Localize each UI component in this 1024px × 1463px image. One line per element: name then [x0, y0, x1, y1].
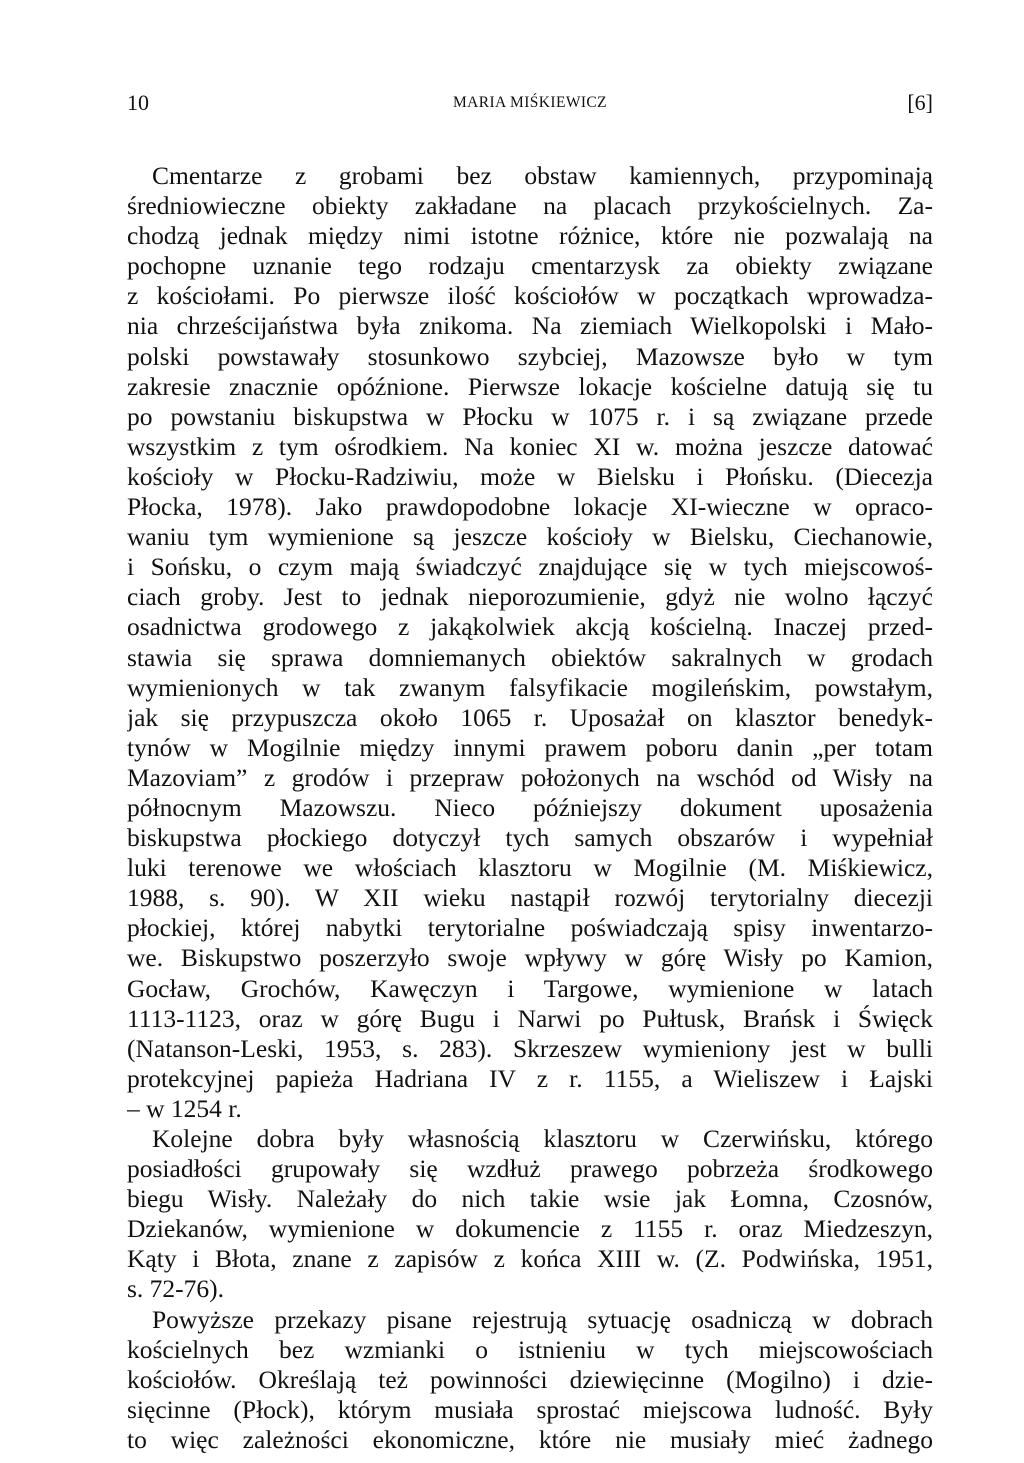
- text-line: kościoły w Płocku-Radziwiu, może w Bielsku i Płońsku. (Diecezja: [127, 461, 933, 491]
- text-line: zakresie znacznie opóźnione. Pierwsze lokacje kościelne datują się tu: [127, 371, 933, 401]
- text-line: sięcinne (Płock), którym musiała sprostać miejscowa ludność. Były: [127, 1394, 933, 1424]
- text-line: średniowieczne obiekty zakładane na placach przykościelnych. Za-: [127, 191, 933, 221]
- text-line: polski powstawały stosunkowo szybciej, Mazowsze było w tym: [127, 341, 933, 371]
- running-header: [127, 88, 933, 118]
- text-line: posiadłości grupowały się wzdłuż prawego pobrzeża środkowego: [127, 1154, 933, 1184]
- text-line: Kąty i Błota, znane z zapisów z końca XIII w. (Z. Podwińska, 1951,: [127, 1244, 933, 1274]
- text-line: stawia się sprawa domniemanych obiektów sakralnych w grodach: [127, 642, 933, 672]
- text-line: 1113-1123, oraz w górę Bugu i Narwi po Pułtusk, Brańsk i Święck: [127, 1003, 933, 1033]
- text-line: (Natanson-Leski, 1953, s. 283). Skrzeszew wymieniony jest w bulli: [127, 1033, 933, 1063]
- text-line: Kolejne dobra były własnością klasztoru w Czerwińsku, którego: [152, 1124, 933, 1153]
- text-line: s. 72-76).: [127, 1274, 225, 1304]
- text-line: ciach groby. Jest to jednak nieporozumienie, gdyż nie wolno łączyć: [127, 582, 933, 612]
- text-line: luki terenowe we włościach klasztoru w Mogilnie (M. Miśkiewicz,: [127, 853, 933, 883]
- text-line: północnym Mazowszu. Nieco późniejszy dokument uposażenia: [127, 792, 933, 822]
- text-line: Płocka, 1978). Jako prawdopodobne lokacje XI-wieczne w opraco-: [127, 492, 933, 522]
- text-line: chodzą jednak między nimi istotne różnice, które nie pozwalają na: [127, 221, 933, 251]
- text-line: Mazoviam” z grodów i przepraw położonych na wschód od Wisły na: [127, 762, 933, 792]
- text-line: biegu Wisły. Należały do nich takie wsie jak Łomna, Czosnów,: [127, 1184, 933, 1214]
- text-line: kościelnych bez wzmianki o istnieniu w tych miejscowościach: [127, 1334, 933, 1364]
- text-line: we. Biskupstwo poszerzyło swoje wpływy w górę Wisły po Kamion,: [127, 943, 933, 973]
- text-line: wymienionych w tak zwanym falsyfikacie mogileńskim, powstałym,: [127, 672, 933, 702]
- body-text: [127, 161, 933, 1455]
- section-number: [6]: [907, 90, 933, 115]
- text-line: po powstaniu biskupstwa w Płocku w 1075 r. i są związane przede: [127, 401, 933, 431]
- text-line: z kościołami. Po pierwsze ilość kościołów w początkach wprowadza-: [127, 281, 933, 311]
- text-line: pochopne uznanie tego rodzaju cmentarzysk za obiekty związane: [127, 251, 933, 281]
- text-line: tynów w Mogilnie między innymi prawem poboru danin „per totam: [127, 732, 933, 762]
- page-number: 10: [127, 90, 149, 115]
- text-line: biskupstwa płockiego dotyczył tych samych obszarów i wypełniał: [127, 823, 933, 853]
- text-line: 1988, s. 90). W XII wieku nastąpił rozwój terytorialny diecezji: [127, 883, 933, 913]
- text-line: Dziekanów, wymienione w dokumencie z 1155 r. oraz Miedzeszyn,: [127, 1214, 933, 1244]
- text-line: płockiej, której nabytki terytorialne poświadczają spisy inwentarzo-: [127, 913, 933, 943]
- text-line: waniu tym wymienione są jeszcze kościoły w Bielsku, Ciechanowie,: [127, 522, 933, 552]
- text-line: kościołów. Określają też powinności dziewięcinne (Mogilno) i dzie-: [127, 1364, 933, 1394]
- text-line: – w 1254 r.: [127, 1093, 242, 1123]
- text-line: i Sońsku, o czym mają świadczyć znajdujące się w tych miejscowoś-: [127, 552, 933, 582]
- text-line: jak się przypuszcza około 1065 r. Uposażał on klasztor benedyk-: [127, 702, 933, 732]
- header-author: MARIA MIŚKIEWICZ: [452, 94, 608, 111]
- text-line: to więc zależności ekonomiczne, które nie musiały mieć żadnego: [127, 1424, 933, 1454]
- text-line: Gocław, Grochów, Kawęczyn i Targowe, wymienione w latach: [127, 973, 933, 1003]
- text-line: Powyższe przekazy pisane rejestrują sytuację osadniczą w dobrach: [152, 1304, 933, 1334]
- text-line: wszystkim z tym ośrodkiem. Na koniec XI w. można jeszcze datować: [127, 431, 933, 461]
- text-line: protekcyjnej papieża Hadriana IV z r. 1155, a Wieliszew i Łajski: [127, 1063, 933, 1093]
- text-line: Cmentarze z grobami bez obstaw kamiennych, przypominają: [152, 161, 933, 190]
- text-line: nia chrześcijaństwa była znikoma. Na ziemiach Wielkopolski i Mało-: [127, 311, 933, 341]
- text-line: osadnictwa grodowego z jakąkolwiek akcją kościelną. Inaczej przed-: [127, 612, 933, 642]
